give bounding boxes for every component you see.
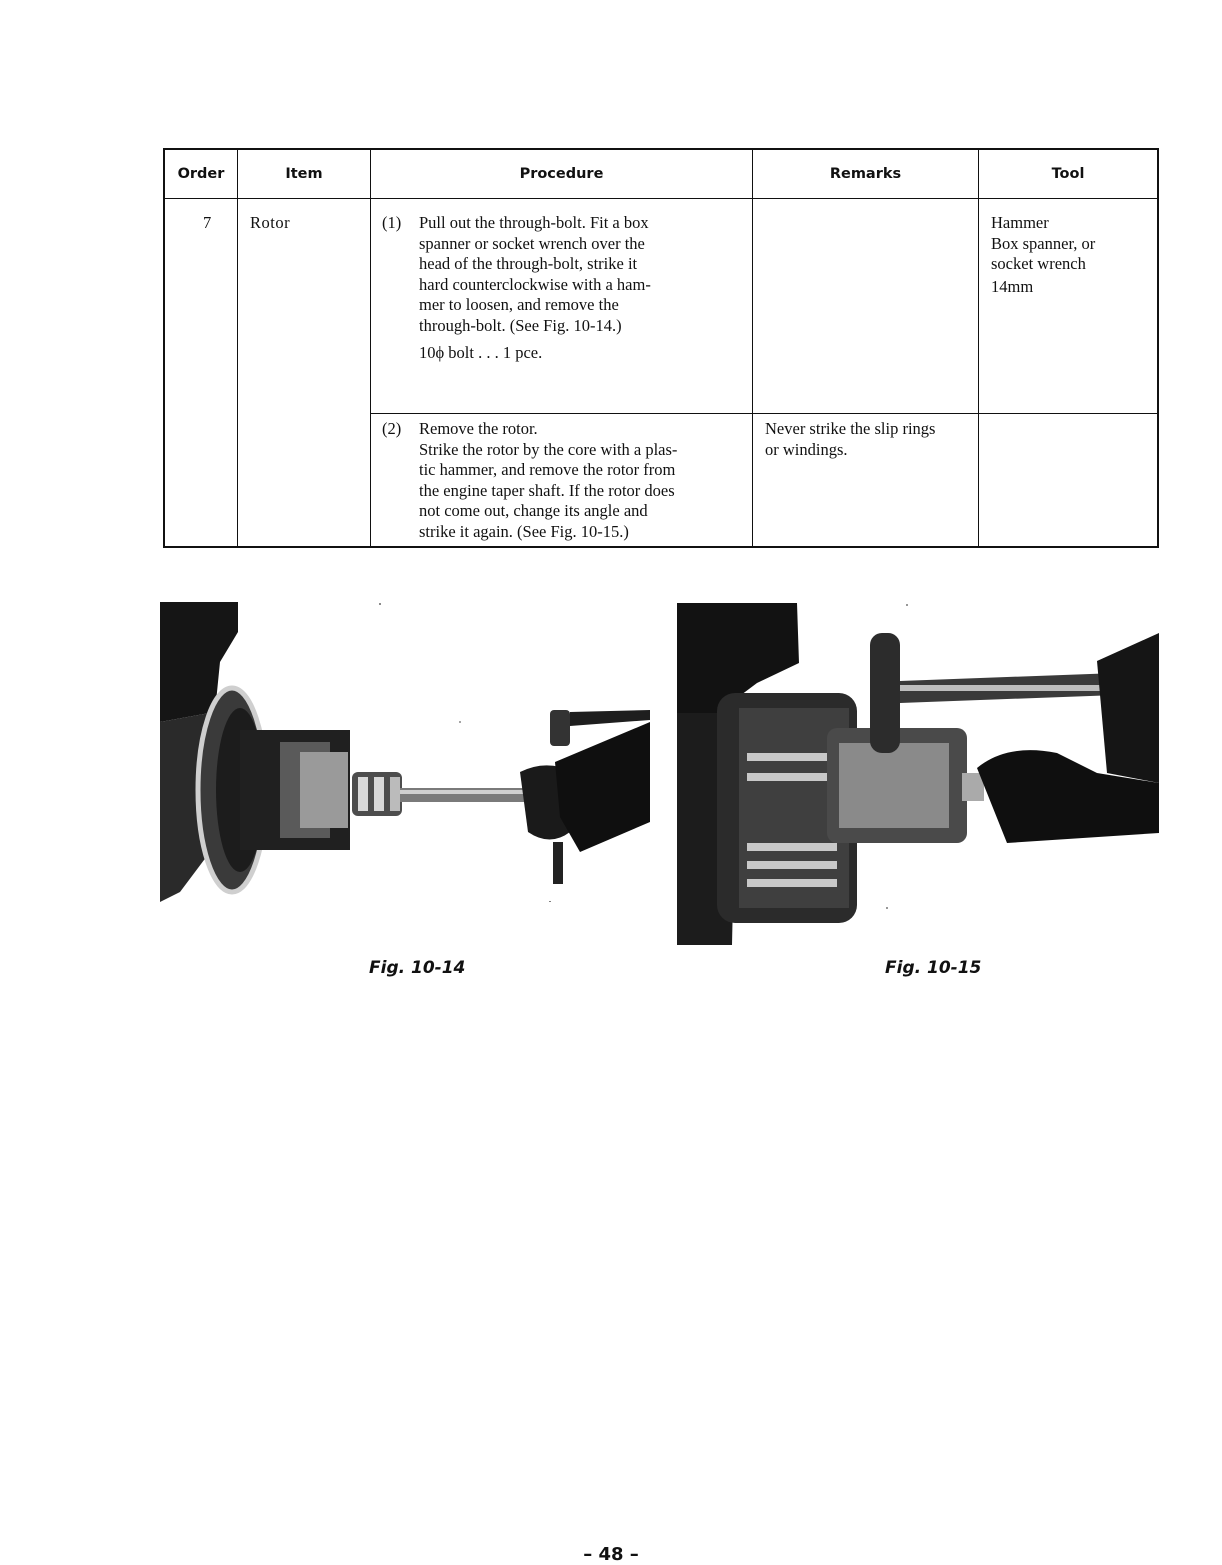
step-line: mer to loosen, and remove the — [419, 295, 619, 314]
column-rule — [752, 150, 753, 546]
step-line: Pull out the through-bolt. Fit a box — [419, 213, 649, 232]
remarks-line: Never strike the slip rings — [765, 419, 936, 438]
step-number: (1) — [382, 213, 402, 232]
step-line: hard counterclockwise with a ham- — [419, 274, 651, 294]
order-value: 7 — [203, 213, 212, 232]
step-line: strike it again. (See Fig. 10-15.) — [419, 521, 629, 541]
remarks-line: or windings. — [765, 439, 848, 459]
tool-line: 14mm — [991, 277, 1034, 296]
item-value: Rotor — [250, 213, 291, 232]
header-tool: Tool — [1051, 166, 1085, 182]
tool-line: socket wrench — [991, 254, 1086, 273]
rotor-removal-hammer-photo — [677, 603, 1159, 945]
rotor-through-bolt-removal-photo — [160, 602, 650, 902]
header-item: Item — [285, 166, 323, 182]
figure-caption: Fig. 10-14 — [369, 958, 466, 978]
step-line: through-bolt. (See Fig. 10-14.) — [419, 315, 622, 335]
header-procedure: Procedure — [519, 166, 604, 182]
tool-line: Hammer — [991, 213, 1049, 232]
header-order: Order — [177, 166, 225, 182]
step-line: tic hammer, and remove the rotor from — [419, 460, 676, 479]
step-line: Remove the rotor. — [419, 419, 538, 438]
procedure-table — [163, 148, 1159, 548]
header-rule — [165, 198, 1157, 199]
column-rule — [978, 150, 979, 546]
header-remarks: Remarks — [829, 166, 902, 182]
tool-line: Box spanner, or — [991, 233, 1096, 253]
page-number: – 48 – — [583, 1544, 639, 1565]
figure-caption: Fig. 10-15 — [885, 958, 982, 978]
column-rule — [370, 150, 371, 546]
step-line: spanner or socket wrench over the — [419, 233, 645, 253]
step-extra: 10ϕ bolt . . . 1 pce. — [419, 343, 543, 362]
step-number: (2) — [382, 419, 402, 438]
column-rule — [237, 150, 238, 546]
step-line: the engine taper shaft. If the rotor does — [419, 480, 675, 500]
step-divider — [370, 413, 1157, 414]
step-line: not come out, change its angle and — [419, 501, 648, 520]
step-line: Strike the rotor by the core with a plas- — [419, 439, 678, 459]
step-line: head of the through-bolt, strike it — [419, 254, 638, 273]
